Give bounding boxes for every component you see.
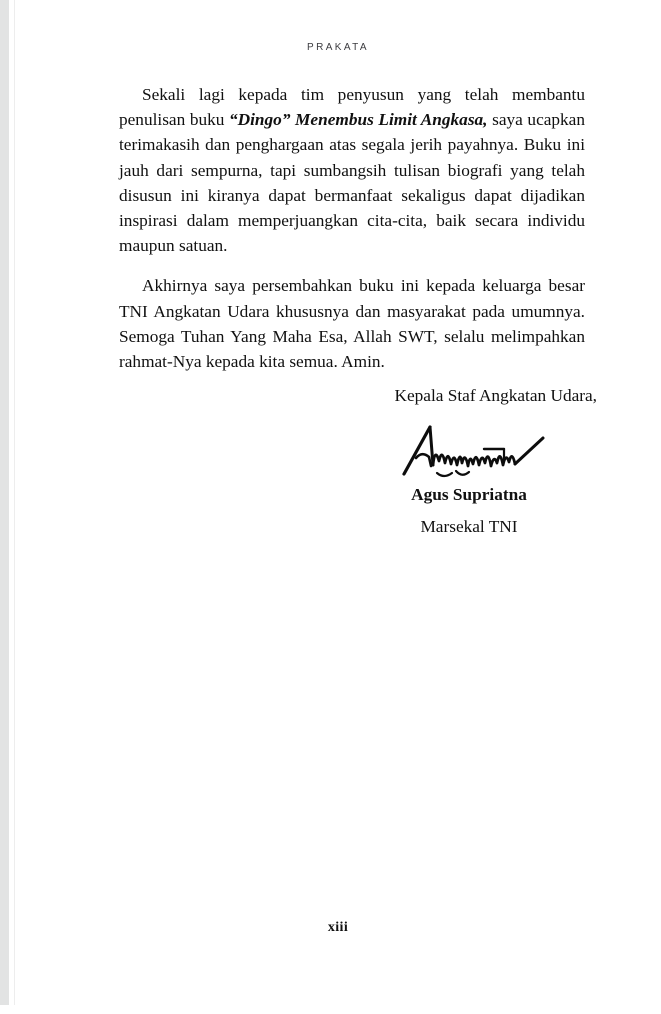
signatory-name: Agus Supriatna [411, 485, 527, 504]
running-head: PRAKATA [307, 42, 369, 53]
handwritten-signature-icon [400, 421, 550, 481]
scan-binding-gutter [0, 0, 9, 1005]
paragraph-1 [119, 82, 585, 258]
paragraph-1-text-after-title: saya ucapkan terimakasih dan penghargaan atas segala jerih payahnya. Buku ini jauh dari sempurna, tapi sumbangsih tulisan biografi yang telah disusun ini kiranya dapat bermanfaat sekaligus dapat dijadikan inspirasi dalam memperjuangkan cita-cita, baik secara individu maupun satuan. [119, 110, 585, 256]
document-page [15, 0, 661, 1014]
signatory-rank: Marsekal TNI [420, 517, 518, 536]
signatory-role: Kepala Staf Angkatan Udara, [394, 386, 597, 405]
paragraph-2: Akhirnya saya persembahkan buku ini kepada keluarga besar TNI Angkatan Udara khususnya dan masyarakat pada umumnya. Semoga Tuhan Yang Maha Esa, Allah SWT, selalu melimpahkan rahmat-Nya kepada kita semua. Amin. [119, 276, 585, 372]
paragraph-1-text-before-title: Sekali lagi kepada tim penyusun yang telah membantu penulisan buku [119, 85, 585, 130]
signature-block [325, 385, 599, 539]
signature-mark [325, 415, 599, 481]
book-title: “Dingo” Menembus Limit Angkasa, [229, 110, 488, 130]
body-text-block [119, 82, 585, 374]
page-number: xiii [327, 920, 349, 935]
